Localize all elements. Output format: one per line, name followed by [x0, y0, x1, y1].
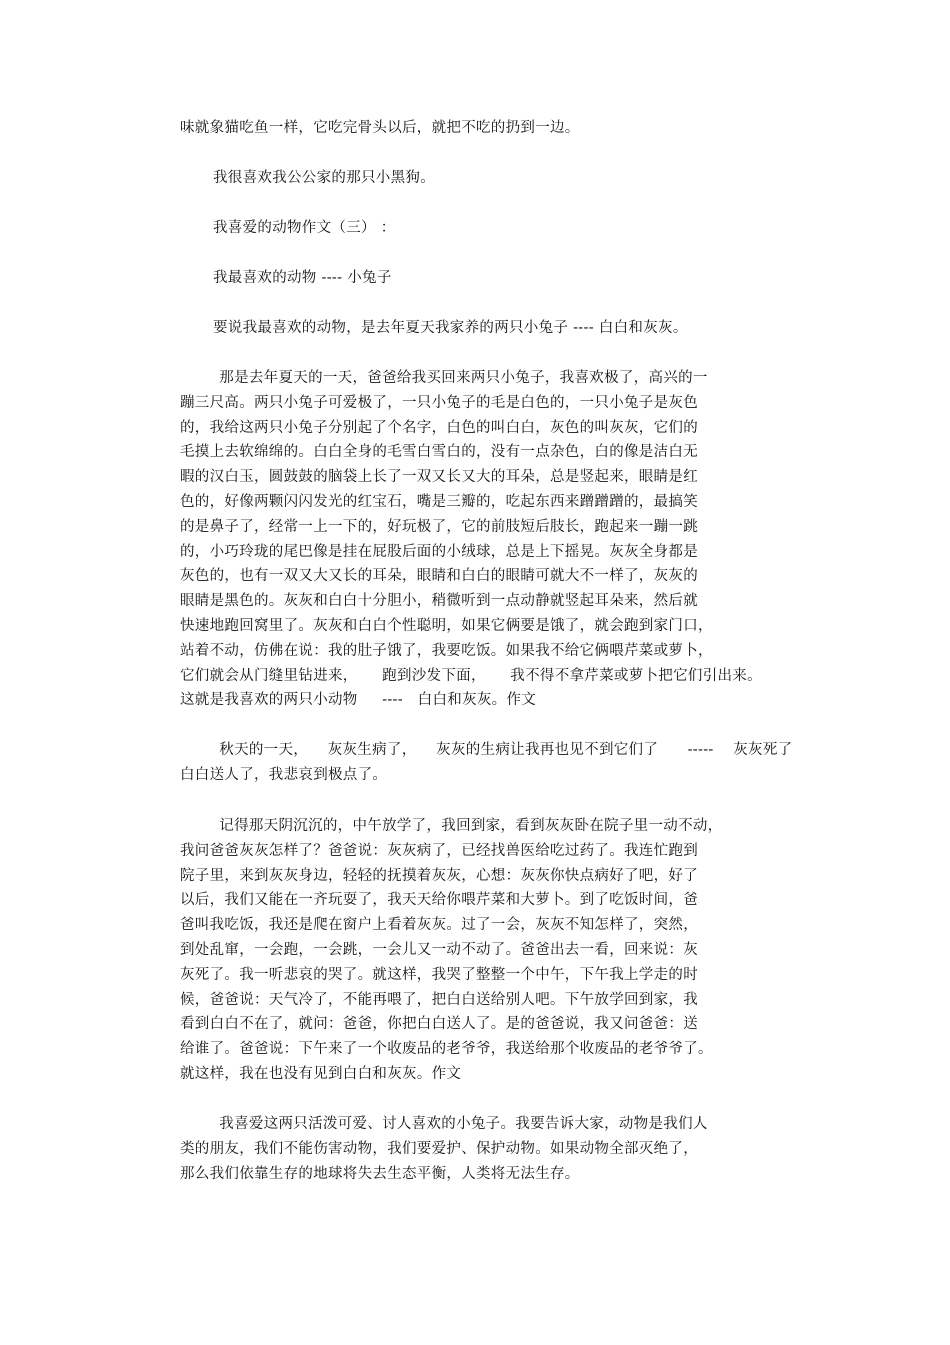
- paragraph-line: 记得那天阴沉沉的，中午放学了，我回到家，看到灰灰卧在院子里一动不动，: [180, 818, 723, 834]
- paragraph-line: 给谁了。爸爸说：下午来了一个收废品的老爷爷，我送给那个收废品的老爷爷了。: [180, 1041, 713, 1058]
- paragraph-line: 的是鼻子了，经常一上一下的，好玩极了，它的前肢短后肢长，跑起来一蹦一跳: [180, 518, 698, 535]
- paragraph-line: 灰色的，也有一双又大又长的耳朵，眼睛和白白的眼睛可就大不一样了，灰灰的: [180, 568, 698, 585]
- paragraph-rabbits-description: [180, 366, 780, 713]
- paragraph-line: 眼睛是黑色的。灰灰和白白十分胆小，稍微听到一点动静就竖起耳朵来，然后就: [180, 593, 698, 610]
- paragraph-line: 秋天的一天， 灰灰生病了， 灰灰的生病让我再也见不到它们了 ----- 灰灰死了: [180, 742, 793, 758]
- paragraph-line: 就这样，我在也没有见到白白和灰灰。作文: [180, 1065, 462, 1082]
- paragraph-line: 暇的汉白玉，圆鼓鼓的脑袋上长了一双又长又大的耳朵，总是竖起来，眼睛是红: [180, 469, 698, 486]
- paragraph-line: 的，小巧玲珑的尾巴像是挂在屁股后面的小绒球，总是上下摇晃。灰灰全身都是: [180, 543, 698, 560]
- paragraph-line: 候，爸爸说：天气冷了，不能再喂了，把白白送给别人吧。下午放学回到家，我: [180, 991, 698, 1008]
- paragraph-line: 院子里，来到灰灰身边，轻轻的抚摸着灰灰，心想：灰灰你快点病好了吧，好了: [180, 867, 698, 884]
- paragraph-line: 我喜爱这两只活泼可爱、讨人喜欢的小兔子。我要告诉大家，动物是我们人: [180, 1116, 708, 1132]
- paragraph-conclusion: [180, 1112, 780, 1186]
- paragraph-line: 色的，好像两颗闪闪发光的红宝石，嘴是三瓣的，吃起东西来蹭蹭蹭的，最搞笑: [180, 493, 698, 510]
- section-subheading: 我最喜欢的动物 ---- 小兔子: [213, 270, 392, 286]
- paragraph-line: 蹦三尺高。两只小兔子可爱极了，一只小兔子的毛是白色的，一只小兔子是灰色: [180, 394, 698, 411]
- paragraph-line: 毛摸上去软绵绵的。白白全身的毛雪白雪白的，没有一点杂色，白的像是洁白无: [180, 444, 698, 461]
- text-line-dog: 我很喜欢我公公家的那只小黑狗。: [213, 170, 435, 186]
- paragraph-line: 爸叫我吃饭，我还是爬在窗户上看着灰灰。过了一会，灰灰不知怎样了，突然，: [180, 917, 698, 934]
- paragraph-line: 我问爸爸灰灰怎样了？爸爸说：灰灰病了，已经找兽医给吃过药了。我连忙跑到: [180, 842, 698, 859]
- text-line-top: 味就象猫吃鱼一样，它吃完骨头以后，就把不吃的扔到一边。: [180, 120, 580, 136]
- paragraph-line: 站着不动，仿佛在说：我的肚子饿了，我要吃饭。如果我不给它俩喂芹菜或萝卜，: [180, 642, 713, 659]
- paragraph-line: 这就是我喜欢的两只小动物 ---- 白白和灰灰。作文: [180, 692, 537, 709]
- paragraph-line: 的，我给这两只小兔子分别起了个名字，白色的叫白白，灰色的叫灰灰，它们的: [180, 419, 698, 436]
- paragraph-line: 以后，我们又能在一齐玩耍了，我天天给你喂芹菜和大萝卜。到了吃饭时间，爸: [180, 892, 698, 909]
- section-heading: 我喜爱的动物作文（三） ：: [213, 220, 396, 236]
- paragraph-line: 灰死了。我一听悲哀的哭了。就这样，我哭了整整一个中午，下午我上学走的时: [180, 966, 698, 983]
- paragraph-line: 那么我们依靠生存的地球将失去生态平衡，人类将无法生存。: [180, 1165, 580, 1182]
- paragraph-line: 到处乱窜，一会跑，一会跳，一会儿又一动不动了。爸爸出去一看，回来说：灰: [180, 941, 698, 958]
- intro-line: 要说我最喜欢的动物，是去年夏天我家养的两只小兔子 ---- 白白和灰灰。: [213, 320, 688, 336]
- paragraph-line: 类的朋友，我们不能伤害动物，我们要爱护、保护动物。如果动物全部灭绝了，: [180, 1140, 698, 1157]
- paragraph-line: 白白送人了，我悲哀到极点了。: [180, 766, 388, 783]
- paragraph-line: 它们就会从门缝里钻进来， 跑到沙发下面， 我不得不拿芹菜或萝卜把它们引出来。: [180, 667, 762, 684]
- paragraph-line: 那是去年夏天的一天，爸爸给我买回来两只小兔子，我喜欢极了，高兴的一: [180, 370, 708, 386]
- paragraph-line: 看到白白不在了，就问：爸爸，你把白白送人了。是的爸爸说，我又问爸爸：送: [180, 1016, 698, 1033]
- paragraph-autumn: [180, 738, 793, 788]
- paragraph-line: 快速地跑回窝里了。灰灰和白白个性聪明，如果它俩要是饿了，就会跑到家门口，: [180, 617, 713, 634]
- paragraph-memory: [180, 814, 780, 1087]
